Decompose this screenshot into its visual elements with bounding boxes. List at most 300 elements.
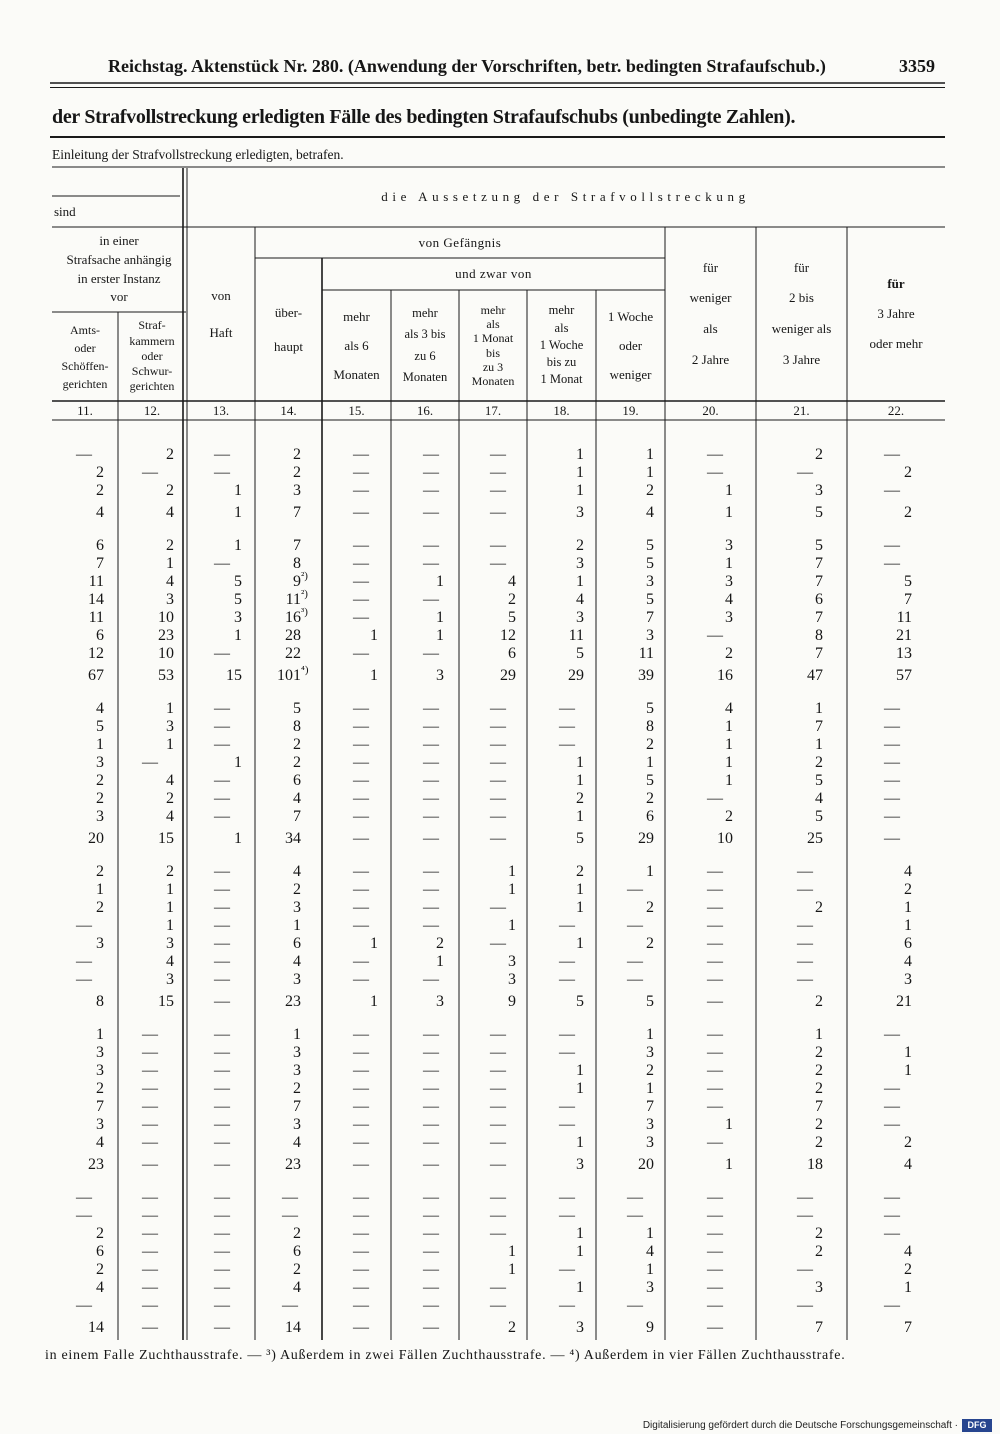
cell-col-16: — <box>423 790 439 807</box>
cell-col-20: 1 <box>725 482 733 499</box>
cell-col-11: 2 <box>96 1080 104 1097</box>
column-header-line: oder mehr <box>869 336 923 351</box>
cell-col-20: — <box>707 971 723 988</box>
cell-col-22: 6 <box>904 935 912 952</box>
cell-col-13: — <box>214 1062 230 1079</box>
column-number: 14. <box>280 403 297 418</box>
column-header-line: 1 Monat <box>472 331 514 346</box>
cell-col-16: — <box>423 1297 439 1314</box>
cell-col-22: 7 <box>904 1319 912 1336</box>
cell-col-12: — <box>142 1207 158 1224</box>
cell-col-14: 2 <box>293 881 301 898</box>
cell-col-16: — <box>423 1156 439 1173</box>
cell-col-14: 6 <box>293 1243 301 1260</box>
table-row <box>0 1026 1000 1044</box>
cell-col-11: 7 <box>96 1098 104 1115</box>
header-instanz-group <box>52 227 186 312</box>
cell-col-14: 1 <box>293 1026 301 1043</box>
column-header-line: kammern <box>129 333 175 348</box>
cell-col-16: 1 <box>436 573 444 590</box>
cell-col-20: 1 <box>725 754 733 771</box>
cell-col-19: 2 <box>646 1062 654 1079</box>
cell-col-12: — <box>142 1062 158 1079</box>
cell-col-20: — <box>707 1261 723 1278</box>
cell-col-16: — <box>423 645 439 662</box>
cell-col-17: 3 <box>508 953 516 970</box>
cell-col-18: 1 <box>576 464 584 481</box>
header-instanz-line: in einer <box>99 233 139 249</box>
cell-col-22: — <box>884 700 900 717</box>
cell-col-17: 12 <box>500 627 516 644</box>
cell-col-11: 6 <box>96 627 104 644</box>
cell-col-15: — <box>353 482 369 499</box>
table-row <box>0 899 1000 917</box>
cell-col-11: 1 <box>96 1026 104 1043</box>
cell-col-20: — <box>707 464 723 481</box>
cell-col-17: 9 <box>508 993 516 1010</box>
cell-col-20: 2 <box>725 808 733 825</box>
cell-col-14: — <box>282 1297 298 1314</box>
cell-col-21: 2 <box>815 1080 823 1097</box>
cell-col-14: 28 <box>285 627 301 644</box>
cell-col-21: 1 <box>815 736 823 753</box>
cell-col-12: 2 <box>166 863 174 880</box>
cell-col-13: — <box>214 935 230 952</box>
cell-col-19: 5 <box>646 537 654 554</box>
cell-col-17: — <box>490 1026 506 1043</box>
column-header-line: bis zu <box>546 355 577 370</box>
cell-col-21: 2 <box>815 993 823 1010</box>
cell-col-22: — <box>884 1297 900 1314</box>
cell-col-22: 4 <box>904 953 912 970</box>
column-header-line: weniger als <box>771 321 832 336</box>
cell-col-21: 2 <box>815 1225 823 1242</box>
cell-col-12: — <box>142 754 158 771</box>
cell-col-17: 2 <box>508 591 516 608</box>
cell-col-21: — <box>797 917 813 934</box>
column-header-20 <box>665 227 756 401</box>
cell-col-21: 25 <box>807 830 823 847</box>
cell-col-20: — <box>707 1098 723 1115</box>
cell-col-18: — <box>559 736 575 753</box>
cell-col-18: 2 <box>576 863 584 880</box>
cell-col-13: — <box>214 645 230 662</box>
cell-col-20: 4 <box>725 591 733 608</box>
cell-col-14: — <box>282 1207 298 1224</box>
table-row <box>0 754 1000 772</box>
cell-col-12: — <box>142 1279 158 1296</box>
cell-col-20: — <box>707 1207 723 1224</box>
cell-col-11: 1 <box>96 881 104 898</box>
cell-col-18: — <box>559 1116 575 1133</box>
cell-col-19: — <box>627 881 643 898</box>
cell-col-14: 7 <box>293 1098 301 1115</box>
cell-col-16: — <box>423 881 439 898</box>
cell-col-19: 1 <box>646 754 654 771</box>
cell-col-18: — <box>559 1189 575 1206</box>
cell-col-12: 1 <box>166 700 174 717</box>
cell-col-11: — <box>76 953 92 970</box>
cell-col-19: 2 <box>646 790 654 807</box>
cell-col-14: 3 <box>293 1062 301 1079</box>
cell-col-12: 4 <box>166 772 174 789</box>
cell-col-20: — <box>707 993 723 1010</box>
cell-col-17: — <box>490 1207 506 1224</box>
table-total-row <box>0 1156 1000 1174</box>
table-row <box>0 588 1000 609</box>
cell-col-13: 1 <box>234 627 242 644</box>
cell-col-14 <box>241 664 309 685</box>
cell-col-17: — <box>490 718 506 735</box>
cell-col-11: 3 <box>96 754 104 771</box>
cell-col-13: — <box>214 1189 230 1206</box>
cell-col-16: 1 <box>436 609 444 626</box>
table-row <box>0 537 1000 555</box>
cell-col-12: — <box>142 1098 158 1115</box>
cell-col-21: 7 <box>815 1098 823 1115</box>
cell-col-21: 2 <box>815 1243 823 1260</box>
cell-col-16: — <box>423 1261 439 1278</box>
cell-col-17: — <box>490 1156 506 1173</box>
column-number: 20. <box>702 403 719 418</box>
cell-col-11: 4 <box>96 1279 104 1296</box>
cell-col-18: 1 <box>576 935 584 952</box>
cell-col-18: 1 <box>576 1080 584 1097</box>
column-header-line: Monaten <box>402 369 448 384</box>
cell-col-14: 2 <box>293 1261 301 1278</box>
header-und-zwar: und zwar von <box>455 266 532 281</box>
cell-col-13: — <box>214 700 230 717</box>
cell-col-17: — <box>490 1225 506 1242</box>
cell-col-18: 2 <box>576 537 584 554</box>
cell-col-19: 1 <box>646 464 654 481</box>
cell-col-19: 6 <box>646 808 654 825</box>
cell-col-21: 2 <box>815 1134 823 1151</box>
cell-col-18: 29 <box>568 667 584 684</box>
cell-col-18: — <box>559 1098 575 1115</box>
cell-col-22: 21 <box>896 627 912 644</box>
cell-col-19: 5 <box>646 555 654 572</box>
column-header-line: haupt <box>274 338 303 354</box>
cell-col-11: 12 <box>88 645 104 662</box>
cell-col-13: — <box>214 953 230 970</box>
cell-col-17: — <box>490 790 506 807</box>
cell-col-16: — <box>423 754 439 771</box>
cell-col-20: — <box>707 953 723 970</box>
cell-col-12: — <box>142 464 158 481</box>
cell-col-11: 2 <box>96 482 104 499</box>
cell-col-17: — <box>490 464 506 481</box>
cell-col-14: 5 <box>293 700 301 717</box>
table-row <box>0 953 1000 971</box>
cell-col-22: — <box>884 446 900 463</box>
cell-col-22: — <box>884 790 900 807</box>
cell-col-14: 23 <box>285 1156 301 1173</box>
cell-col-17: — <box>490 482 506 499</box>
cell-col-15: 1 <box>370 993 378 1010</box>
cell-col-12: 1 <box>166 917 174 934</box>
cell-col-16: — <box>423 1189 439 1206</box>
cell-col-17: — <box>490 808 506 825</box>
cell-col-13: 15 <box>226 667 242 684</box>
column-header-line: Haft <box>209 325 233 340</box>
cell-col-16: — <box>423 464 439 481</box>
cell-col-15: — <box>353 591 369 608</box>
cell-col-14: 4 <box>293 1279 301 1296</box>
cell-col-14: 2 <box>293 1080 301 1097</box>
cell-col-18: 1 <box>576 1062 584 1079</box>
cell-col-19: 1 <box>646 1080 654 1097</box>
cell-col-22: 2 <box>904 464 912 481</box>
cell-col-19: 4 <box>646 1243 654 1260</box>
cell-col-20: — <box>707 1279 723 1296</box>
page-number: 3359 <box>899 56 935 76</box>
cell-col-22: — <box>884 736 900 753</box>
cell-col-19: 3 <box>646 1134 654 1151</box>
column-number: 16. <box>416 403 434 418</box>
table-row <box>0 1189 1000 1207</box>
cell-col-22: 4 <box>904 863 912 880</box>
cell-col-21: 5 <box>815 537 823 554</box>
cell-col-16: — <box>423 537 439 554</box>
cell-col-19: 5 <box>646 772 654 789</box>
cell-col-18: — <box>559 1026 575 1043</box>
cell-col-12: — <box>142 1080 158 1097</box>
column-header-line: Monaten <box>471 373 515 388</box>
cell-col-22: — <box>884 830 900 847</box>
cell-col-19: 1 <box>646 1261 654 1278</box>
digitization-credit: Digitalisierung gefördert durch die Deutsche Forschungsgemeinschaft · <box>642 1420 958 1431</box>
cell-col-20: — <box>707 1062 723 1079</box>
header-sind: sind <box>54 204 76 219</box>
column-header-line: gerichten <box>62 376 108 391</box>
cell-col-14: 3 <box>293 971 301 988</box>
cell-col-13: — <box>214 790 230 807</box>
column-header-line: Straf- <box>138 318 166 333</box>
cell-col-22: — <box>884 772 900 789</box>
footnote-marker: ⁴) <box>301 664 309 676</box>
cell-col-22: — <box>884 1116 900 1133</box>
cell-col-18: 5 <box>576 993 584 1010</box>
table-row <box>0 1207 1000 1225</box>
cell-col-19: 2 <box>646 482 654 499</box>
cell-col-20: — <box>707 1189 723 1206</box>
cell-col-22: — <box>884 1189 900 1206</box>
cell-col-22: 2 <box>904 504 912 521</box>
cell-col-12: 1 <box>166 555 174 572</box>
column-header-line: bis <box>485 345 500 360</box>
cell-col-19: 1 <box>646 863 654 880</box>
cell-col-22: 1 <box>904 917 912 934</box>
cell-col-15: — <box>353 1080 369 1097</box>
cell-col-14: 4 <box>293 1134 301 1151</box>
column-header-line: Schöffen- <box>61 358 109 373</box>
cell-col-17: — <box>490 754 506 771</box>
column-number: 22. <box>887 403 905 418</box>
column-header-line: als <box>703 321 718 336</box>
cell-col-14: 22 <box>285 645 301 662</box>
cell-col-19: 5 <box>646 591 654 608</box>
cell-col-15: — <box>353 881 369 898</box>
cell-col-14: 8 <box>293 718 301 735</box>
column-header-16 <box>391 290 459 401</box>
column-header-line: als 6 <box>344 338 369 353</box>
cell-col-13: — <box>214 1319 230 1336</box>
cell-col-20: 1 <box>725 736 733 753</box>
cell-col-21: 7 <box>815 1319 823 1336</box>
cell-col-20: — <box>707 627 723 644</box>
cell-col-19: 1 <box>646 1225 654 1242</box>
table-row <box>0 570 1000 591</box>
cell-col-14: 4 <box>293 953 301 970</box>
cell-col-14: 8 <box>293 555 301 572</box>
cell-col-21: 7 <box>815 609 823 626</box>
column-number: 12. <box>143 403 161 418</box>
cell-col-12: 4 <box>166 504 174 521</box>
cell-col-20: — <box>707 1243 723 1260</box>
cell-col-17: 4 <box>508 573 516 590</box>
cell-col-15: 1 <box>370 627 378 644</box>
table-row <box>0 606 1000 627</box>
cell-col-12: 2 <box>166 482 174 499</box>
cell-col-15: — <box>353 1319 369 1336</box>
table-row <box>0 1297 1000 1315</box>
cell-col-11: 14 <box>88 591 104 608</box>
cell-col-21: 2 <box>815 1116 823 1133</box>
cell-col-14: 7 <box>293 504 301 521</box>
table-row <box>0 808 1000 826</box>
cell-col-14: 2 <box>293 736 301 753</box>
column-header-15 <box>322 290 391 401</box>
cell-col-13: — <box>214 1044 230 1061</box>
cell-col-19: 3 <box>646 627 654 644</box>
table-total-row <box>0 993 1000 1011</box>
cell-col-14: 6 <box>293 935 301 952</box>
cell-col-17: — <box>490 899 506 916</box>
cell-col-17: — <box>490 772 506 789</box>
cell-col-17: — <box>490 1279 506 1296</box>
cell-col-11: 2 <box>96 899 104 916</box>
cell-col-21: 47 <box>807 667 823 684</box>
cell-col-22: 2 <box>904 881 912 898</box>
cell-col-11: 11 <box>88 573 104 590</box>
cell-col-13: — <box>214 1207 230 1224</box>
cell-col-20: 1 <box>725 504 733 521</box>
cell-col-11: 6 <box>96 1243 104 1260</box>
cell-col-18: — <box>559 1261 575 1278</box>
cell-col-13: 1 <box>234 504 242 521</box>
cell-col-22: — <box>884 1080 900 1097</box>
table-row <box>0 718 1000 736</box>
cell-col-14: 7 <box>293 537 301 554</box>
cell-col-17: — <box>490 736 506 753</box>
cell-col-11: 2 <box>96 863 104 880</box>
cell-col-13: — <box>214 1134 230 1151</box>
table-total-row <box>0 664 1000 685</box>
table-row <box>0 700 1000 718</box>
column-header-14 <box>255 258 322 401</box>
column-header-line: 1 Woche <box>539 337 584 352</box>
column-number: 19. <box>622 403 639 418</box>
column-header-12 <box>118 312 186 401</box>
column-header-line: mehr <box>480 302 506 317</box>
cell-col-14: — <box>282 1189 298 1206</box>
cell-col-14: 2 <box>293 464 301 481</box>
cell-col-21: 3 <box>815 482 823 499</box>
cell-col-17: — <box>490 935 506 952</box>
cell-col-16: — <box>423 482 439 499</box>
cell-col-15: — <box>353 464 369 481</box>
cell-col-16: — <box>423 591 439 608</box>
cell-col-22: 57 <box>896 667 912 684</box>
cell-col-13: — <box>214 772 230 789</box>
cell-col-11: 8 <box>96 993 104 1010</box>
cell-col-18: 1 <box>576 772 584 789</box>
cell-col-11: 3 <box>96 1116 104 1133</box>
cell-col-12: — <box>142 1189 158 1206</box>
cell-col-21: 7 <box>815 573 823 590</box>
cell-col-17: 1 <box>508 881 516 898</box>
cell-col-15: — <box>353 718 369 735</box>
cell-col-12: — <box>142 1225 158 1242</box>
cell-col-20: — <box>707 1080 723 1097</box>
cell-col-19: 29 <box>638 830 654 847</box>
table-row <box>0 446 1000 464</box>
cell-col-12: 2 <box>166 446 174 463</box>
cell-col-22: — <box>884 754 900 771</box>
column-header-line: 3 Jahre <box>877 306 915 321</box>
cell-col-11: 2 <box>96 772 104 789</box>
cell-col-18: — <box>559 917 575 934</box>
cell-col-11: 67 <box>88 667 104 684</box>
cell-col-21: 6 <box>815 591 823 608</box>
cell-col-15: — <box>353 1116 369 1133</box>
table-row <box>0 1134 1000 1152</box>
cell-col-12: — <box>142 1319 158 1336</box>
column-header-line: für <box>887 276 905 291</box>
table-row <box>0 935 1000 953</box>
cell-col-22: 1 <box>904 1044 912 1061</box>
cell-col-12: 3 <box>166 718 174 735</box>
cell-col-22: 21 <box>896 993 912 1010</box>
cell-col-19: — <box>627 971 643 988</box>
column-header-line: für <box>793 259 810 275</box>
cell-col-16: — <box>423 1044 439 1061</box>
cell-col-16: — <box>423 1243 439 1260</box>
cell-col-15: — <box>353 1134 369 1151</box>
cell-col-20: — <box>707 935 723 952</box>
column-number: 17. <box>484 403 502 418</box>
header-instanz-line: in erster Instanz <box>77 270 161 286</box>
cell-col-15: — <box>353 537 369 554</box>
cell-col-13: — <box>214 1279 230 1296</box>
column-header-line: weniger <box>609 367 652 382</box>
cell-col-18: 1 <box>576 573 584 590</box>
cell-col-19: 3 <box>646 573 654 590</box>
cell-col-17: 29 <box>500 667 516 684</box>
cell-col-18: 1 <box>576 1225 584 1242</box>
cell-col-18: 5 <box>576 645 584 662</box>
cell-col-20: — <box>707 917 723 934</box>
header-aussetzung: die Aussetzung der Strafvollstreckung <box>381 189 750 204</box>
cell-col-13: — <box>214 1026 230 1043</box>
cell-col-13: — <box>214 917 230 934</box>
cell-col-21: 2 <box>815 1062 823 1079</box>
cell-col-14: 7 <box>293 808 301 825</box>
cell-col-12: 4 <box>166 573 174 590</box>
cell-col-12: 53 <box>158 667 174 684</box>
table-total-row <box>0 830 1000 848</box>
